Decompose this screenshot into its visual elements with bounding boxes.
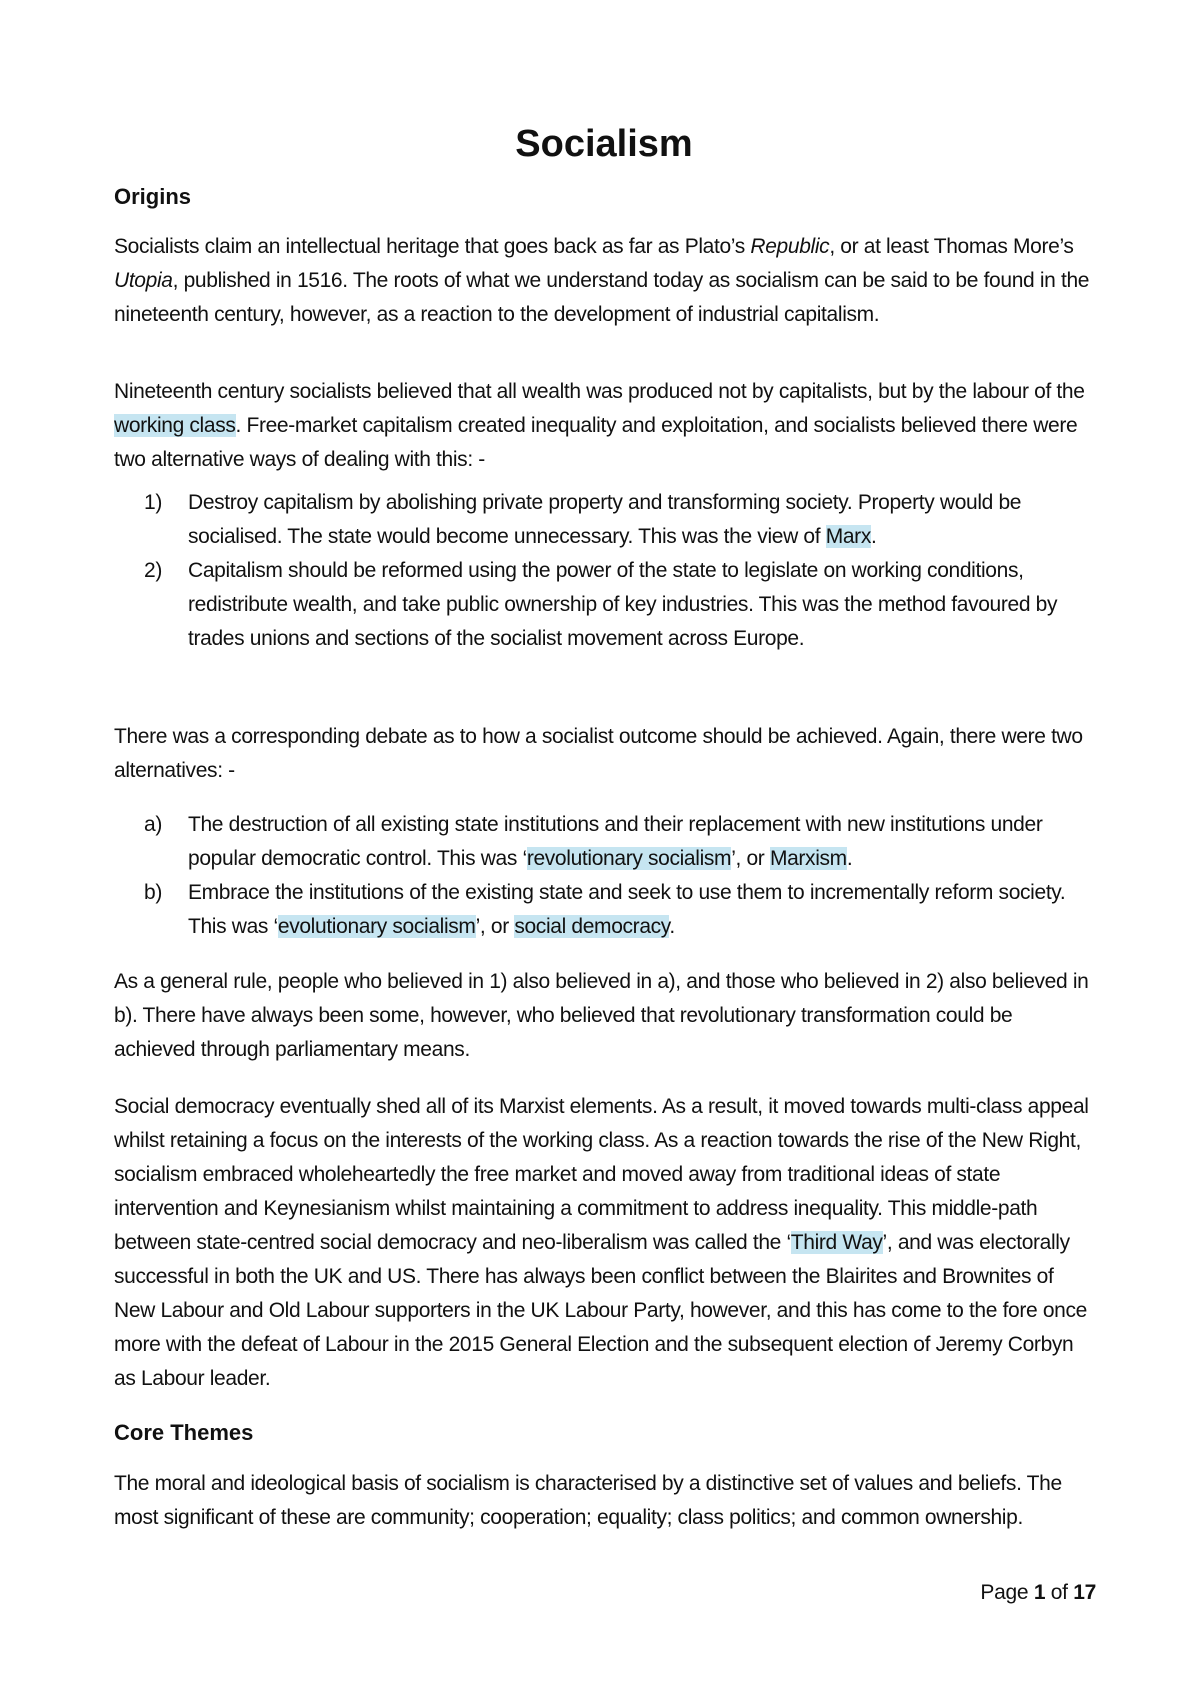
text-run: ’, or xyxy=(731,847,770,870)
text-run: Capitalism should be reformed using the power of the state to legislate on working conditions, redistribute wealth, and take public ownership of key industries. This was the method favoured by trades unions and sections of the socialist movement across Europe. xyxy=(188,559,1058,650)
highlight-evolutionary-socialism: evolutionary socialism xyxy=(277,915,476,938)
section-heading-core-themes: Core Themes xyxy=(114,1420,254,1445)
highlight-social-democracy: social democracy xyxy=(514,915,670,938)
highlight-working-class: working class xyxy=(114,414,236,437)
text-run: . Free-market capitalism created inequality and exploitation, and socialists believed there were two alternative ways of dealing with this: - xyxy=(114,414,1078,471)
text-run: . xyxy=(846,847,853,870)
paragraph-origins-1 xyxy=(114,230,1094,332)
list-marker: 1) xyxy=(144,491,162,514)
text-run: Nineteenth century socialists believed that all wealth was produced not by capitalists, but by the labour of the xyxy=(114,380,1085,403)
text-run: Social democracy eventually shed all of its Marxist elements. As a result, it moved towards multi-class appeal whilst retaining a focus on the interests of the working class. As a reaction towards the rise of the New Right, socialism embraced wholeheartedly the free market and moved away from traditional ideas of state intervention and Keynesianism whilst maintaining a commitment to address inequality. This middle-path between state-centred social democracy and neo-liberalism was called the ‘ xyxy=(114,1095,1089,1254)
text-run: Socialists claim an intellectual heritage that goes back as far as Plato’s xyxy=(114,235,751,258)
list-marker: a) xyxy=(144,813,162,836)
list-marker: 2) xyxy=(144,559,162,582)
text-run: The destruction of all existing state institutions and their replacement with new institutions under popular democratic control. This was ‘ xyxy=(188,813,1043,870)
text-run: . xyxy=(870,525,877,548)
highlight-third-way: Third Way xyxy=(790,1231,883,1254)
numbered-list-ways xyxy=(114,486,1094,656)
paragraph-origins-3: There was a corresponding debate as to how a socialist outcome should be achieved. Again, there were two alternatives: - xyxy=(114,725,1083,782)
footer-of-word: of xyxy=(1050,1581,1068,1604)
text-run: ’, or xyxy=(475,915,515,938)
text-run: . xyxy=(669,915,675,938)
page-title: Socialism xyxy=(515,123,693,165)
footer-total-pages: 17 xyxy=(1073,1581,1096,1604)
list-item xyxy=(114,486,1094,554)
paragraph-origins-2 xyxy=(114,375,1094,477)
text-run: Embrace the institutions of the existing state and seek to use them to incrementally reform society. This was ‘ xyxy=(188,881,1066,938)
lettered-list-alternatives xyxy=(114,808,1094,944)
section-heading-origins: Origins xyxy=(114,184,192,209)
list-item xyxy=(114,808,1094,876)
footer-current-page: 1 xyxy=(1033,1581,1046,1604)
highlight-revolutionary-socialism: revolutionary socialism xyxy=(526,847,732,870)
text-run: , or at least Thomas More’s xyxy=(829,235,1074,258)
text-run: , published in 1516. The roots of what we understand today as socialism can be said to be found in the nineteenth century, however, as a reaction to the development of industrial capitalism. xyxy=(114,269,1090,326)
list-marker: b) xyxy=(144,881,162,904)
highlight-marx: Marx xyxy=(825,525,871,548)
paragraph-core-themes-1: The moral and ideological basis of socialism is characterised by a distinctive set of values and beliefs. The most significant of these are community; cooperation; equality; class politics; and common ownership. xyxy=(114,1472,1062,1529)
highlight-marxism: Marxism xyxy=(769,847,847,870)
footer-page-word: Page xyxy=(980,1581,1029,1604)
list-item xyxy=(114,554,1094,656)
page-number-footer xyxy=(980,1578,1096,1608)
text-run: ’, and was electorally successful in both the UK and US. There has always been conflict between the Blairites and Brownites of New Labour and Old Labour supporters in the UK Labour Party, however, and this has come to the fore once more with the defeat of Labour in the 2015 General Election and the subsequent election of Jeremy Corbyn as Labour leader. xyxy=(114,1231,1087,1390)
text-run: Destroy capitalism by abolishing private property and transforming society. Property would be socialised. The state would become unnecessary. This was the view of xyxy=(188,491,1022,548)
italic-title-utopia: Utopia xyxy=(114,269,173,292)
italic-title-republic: Republic xyxy=(750,235,830,258)
list-item xyxy=(114,876,1094,944)
paragraph-origins-4: As a general rule, people who believed in 1) also believed in a), and those who believed in 2) also believed in b). There have always been some, however, who believed that revolutionary transformation could be achieved through parliamentary means. xyxy=(114,970,1089,1061)
paragraph-origins-5 xyxy=(114,1090,1094,1396)
